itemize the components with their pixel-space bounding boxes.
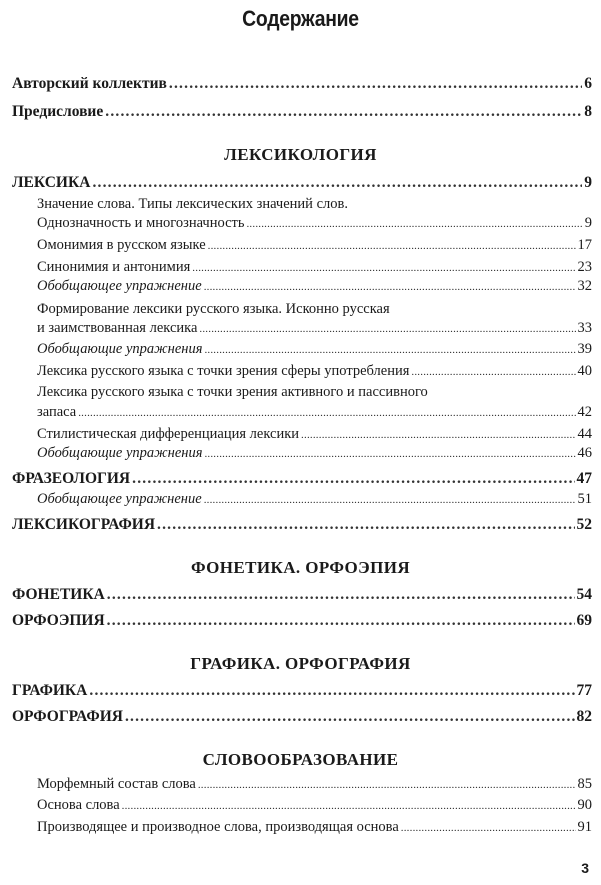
section-heading-fonetika: ФОНЕТИКА. ОРФОЭПИЯ [190, 558, 411, 577]
toc-entry-title: и заимствованная лексика [37, 320, 198, 336]
toc-entry-page: 39 [577, 341, 592, 357]
toc-entry-frazeologiya[interactable] [12, 470, 592, 488]
toc-subentry[interactable] [37, 237, 592, 254]
leader-dots [125, 708, 575, 726]
leader-dots [199, 323, 575, 335]
toc-entry-title: Обобщающие упражнения [37, 445, 203, 461]
toc-subentry[interactable] [37, 215, 592, 232]
toc-entry-title: Обобщающие упражнения [37, 341, 203, 357]
toc-entry-page: 82 [576, 708, 592, 725]
leader-dots [122, 800, 576, 812]
leader-dots [157, 516, 574, 534]
leader-dots [107, 612, 575, 630]
toc-subentry[interactable] [37, 320, 592, 337]
toc-subentry[interactable] [37, 491, 592, 508]
leader-dots [169, 75, 582, 93]
toc-entry-page: 85 [577, 776, 592, 792]
toc-entry-page: 40 [577, 363, 592, 379]
page-title: Содержание [242, 6, 359, 31]
toc-subentry[interactable] [37, 259, 592, 276]
toc-entry-title: Морфемный состав слова [37, 776, 196, 792]
toc-entry-page: 32 [577, 278, 592, 294]
toc-entry-page: 33 [577, 320, 592, 336]
toc-entry-title: Лексика русского языка с точки зрения сферы употребления [37, 363, 410, 379]
toc-entry-page: 52 [576, 516, 592, 533]
toc-entry-page: 90 [577, 797, 592, 813]
section-heading-grafika: ГРАФИКА. ОРФОГРАФИЯ [190, 654, 411, 673]
section-heading-slovoobrazovanie: СЛОВООБРАЗОВАНИЕ [202, 750, 399, 769]
toc-entry-line: Значение слова. Типы лексических значений слов. [37, 196, 348, 212]
toc-subentry[interactable] [37, 426, 592, 443]
toc-subentry[interactable] [37, 797, 592, 814]
page-number: 3 [581, 860, 589, 876]
toc-entry-title: ОРФОГРАФИЯ [12, 708, 123, 725]
leader-dots [204, 448, 575, 460]
toc-entry-line: Лексика русского языка с точки зрения активного и пассивного [37, 384, 428, 400]
toc-entry-title: ОРФОЭПИЯ [12, 612, 105, 629]
toc-subentry[interactable] [37, 776, 592, 793]
toc-entry-page: 91 [577, 819, 592, 835]
toc-entry-page: 6 [584, 75, 592, 92]
toc-entry-title: ФРАЗЕОЛОГИЯ [12, 470, 131, 487]
toc-entry-title: Стилистическая дифференциация лексики [37, 426, 300, 442]
toc-entry-title: Обобщающее упражнение [37, 491, 202, 507]
leader-dots [89, 682, 574, 700]
toc-entry-page: 46 [577, 445, 592, 461]
leader-dots [204, 494, 576, 506]
leader-dots [204, 281, 576, 293]
leader-dots [198, 779, 576, 791]
toc-subentry[interactable] [37, 278, 592, 295]
toc-subentry[interactable] [37, 819, 592, 836]
toc-entry-title: запаса [37, 404, 77, 420]
toc-entry-preface[interactable] [12, 103, 592, 121]
leader-dots [204, 344, 575, 356]
toc-entry-authors[interactable] [12, 75, 592, 93]
toc-entry-page: 17 [577, 237, 592, 253]
toc-entry-title: Обобщающее упражнение [37, 278, 202, 294]
toc-entry-page: 44 [577, 426, 592, 442]
toc-entry-title: Предисловие [12, 103, 104, 120]
toc-entry-fonetika[interactable] [12, 586, 592, 604]
toc-entry-title: ГРАФИКА [12, 682, 88, 699]
toc-entry-page: 69 [576, 612, 592, 629]
toc-entry-page: 42 [577, 404, 592, 420]
toc-entry-leksika[interactable] [12, 174, 592, 192]
leader-dots [92, 174, 582, 192]
leader-dots [105, 103, 582, 121]
toc-subentry[interactable] [37, 404, 592, 421]
leader-dots [208, 240, 576, 252]
toc-entry-title: ФОНЕТИКА [12, 586, 105, 603]
leader-dots [401, 822, 576, 834]
toc-entry-page: 47 [576, 470, 592, 487]
section-heading-leksikologiya: ЛЕКСИКОЛОГИЯ [224, 145, 377, 164]
toc-entry-title: Основа слова [37, 797, 120, 813]
toc-entry-title: ЛЕКСИКА [12, 174, 91, 191]
toc-entry-page: 9 [584, 174, 592, 191]
leader-dots [411, 366, 575, 378]
leader-dots [107, 586, 575, 604]
toc-entry-leksikografiya[interactable] [12, 516, 592, 534]
toc-entry-title: Однозначность и многозначность [37, 215, 245, 231]
toc-entry-title: Омонимия в русском языке [37, 237, 206, 253]
toc-subentry[interactable] [37, 363, 592, 380]
toc-entry-title: Производящее и производное слова, производящая основа [37, 819, 399, 835]
toc-subentry[interactable] [37, 445, 592, 462]
toc-entry-grafika[interactable] [12, 682, 592, 700]
toc-entry-page: 54 [576, 586, 592, 603]
toc-entry-page: 77 [576, 682, 592, 699]
leader-dots [301, 429, 575, 441]
leader-dots [246, 218, 582, 230]
toc-entry-orfoepiya[interactable] [12, 612, 592, 630]
leader-dots [192, 262, 575, 274]
toc-entry-page: 9 [584, 215, 592, 231]
toc-entry-page: 8 [584, 103, 592, 120]
leader-dots [78, 407, 575, 419]
toc-subentry[interactable] [37, 341, 592, 358]
toc-entry-page: 51 [577, 491, 592, 507]
toc-entry-page: 23 [577, 259, 592, 275]
toc-entry-title: Синонимия и антонимия [37, 259, 191, 275]
toc-entry-title: Авторский коллектив [12, 75, 167, 92]
toc-entry-line: Формирование лексики русского языка. Исконно русская [37, 301, 390, 317]
leader-dots [132, 470, 574, 488]
toc-entry-title: ЛЕКСИКОГРАФИЯ [12, 516, 156, 533]
toc-entry-orfografiya[interactable] [12, 708, 592, 726]
